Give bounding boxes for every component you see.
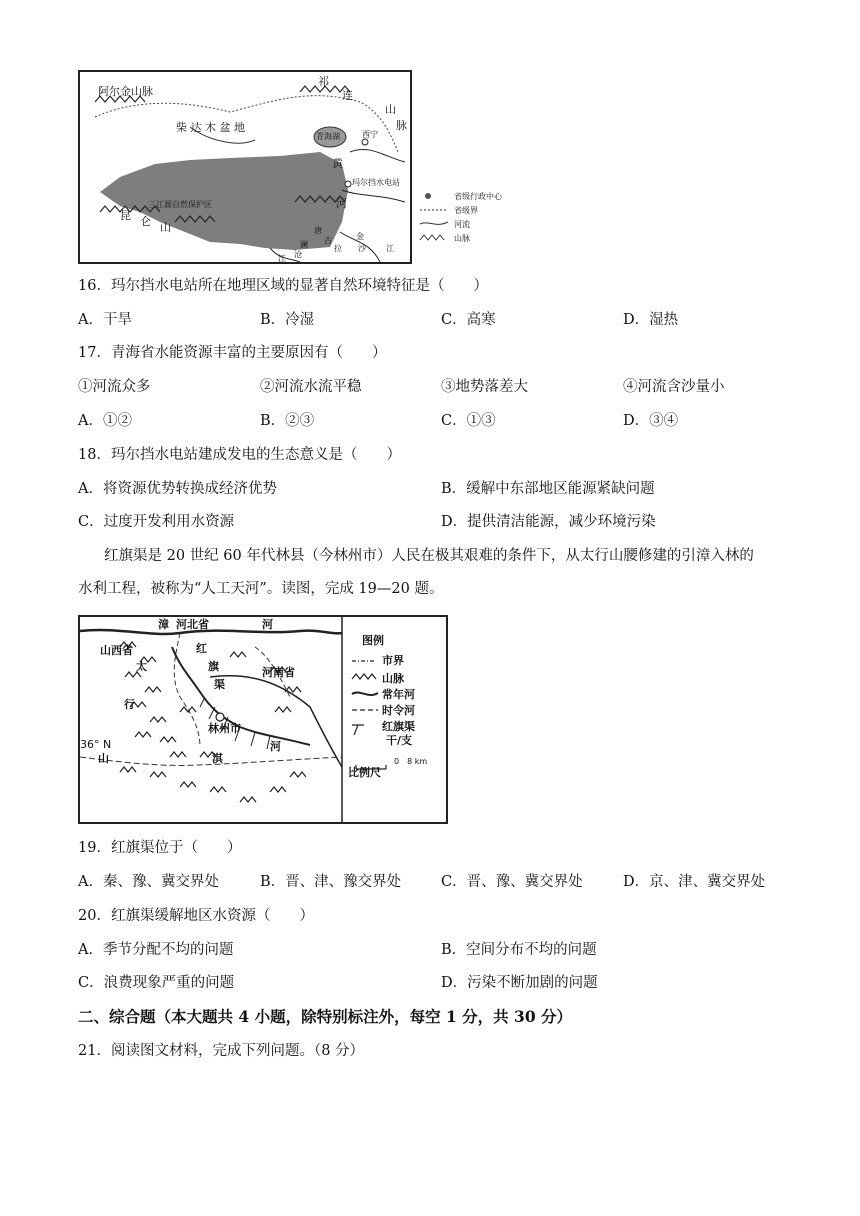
map-label-hebei: 河北省 xyxy=(176,618,209,631)
question-21-stem: 21．阅读图文材料，完成下列问题。（8 分） xyxy=(78,1043,365,1059)
plateau-region xyxy=(100,152,348,250)
legend-symbols xyxy=(352,661,386,769)
question-17-option-d[interactable]: D．③④ xyxy=(623,413,679,429)
map-label-zhang: 漳 xyxy=(158,618,169,631)
legend-item: 省级界 xyxy=(454,206,478,215)
map-label: 太 xyxy=(136,660,147,673)
map-label: 河 xyxy=(262,618,273,631)
map-label: 唐 xyxy=(314,226,322,235)
hongqiqu-map xyxy=(78,615,448,824)
question-19-option-c[interactable]: C．晋、豫、冀交界处 xyxy=(441,874,583,890)
question-18-option-c[interactable]: C．过度开发利用水资源 xyxy=(78,514,235,530)
question-20-option-a[interactable]: A．季节分配不均的问题 xyxy=(78,942,234,958)
legend-item: 干/支 xyxy=(386,734,413,747)
question-19-option-d[interactable]: D．京、津、冀交界处 xyxy=(623,874,766,890)
map-label: 脉 xyxy=(396,119,407,132)
legend-item: 常年河 xyxy=(382,688,415,701)
map-label: 行 xyxy=(124,698,135,711)
qinghai-map xyxy=(78,70,412,264)
map-label: 金 xyxy=(356,232,364,241)
seasonal-river xyxy=(80,757,342,765)
map-label: 拉 xyxy=(334,244,342,253)
map-label: 淇 xyxy=(212,752,223,765)
legend-item: 红旗渠 xyxy=(382,720,415,733)
station-marker xyxy=(345,181,351,187)
question-17-option-b[interactable]: B．②③ xyxy=(260,413,315,429)
map-label: 澜 xyxy=(300,240,308,249)
linzhou-marker xyxy=(216,713,224,721)
city-marker xyxy=(362,139,368,145)
legend-item: 河流 xyxy=(454,220,470,229)
question-20-option-c[interactable]: C．浪费现象严重的问题 xyxy=(78,975,235,991)
qinghai-map-legend xyxy=(418,188,538,258)
map-label: 祁 xyxy=(318,75,329,88)
map-label: 山 xyxy=(98,752,109,765)
map-label-xining: 西宁 xyxy=(362,130,378,139)
map-label-latitude: 36° N xyxy=(80,738,112,751)
legend-item: 山脉 xyxy=(382,672,404,685)
legend-item: 山脉 xyxy=(454,234,470,243)
question-18-option-d[interactable]: D．提供清洁能源，减少环境污染 xyxy=(441,514,656,530)
question-18-option-b[interactable]: B．缓解中东部地区能源紧缺问题 xyxy=(441,481,655,497)
map-label: 红 xyxy=(196,642,207,655)
zhang-river xyxy=(80,630,342,634)
legend-item: 省级行政中心 xyxy=(454,192,502,201)
map-label: 河 xyxy=(270,740,281,753)
map-label-altun: 阿尔金山脉 xyxy=(98,85,153,98)
question-17-stem: 17．青海省水能资源丰富的主要原因有（ ） xyxy=(78,345,387,361)
question-16-option-a[interactable]: A．干旱 xyxy=(78,312,132,328)
map-label-qinghai-lake: 青海湖 xyxy=(316,132,340,141)
map-label: 江 xyxy=(278,254,286,263)
question-18-stem: 18．玛尔挡水电站建成发电的生态意义是（ ） xyxy=(78,447,401,463)
scale-value: 0 8 km xyxy=(394,757,428,766)
map-label: 沧 xyxy=(294,250,302,259)
map-label: 连 xyxy=(342,89,353,102)
map-label: 旗 xyxy=(208,660,219,673)
map-label-sanjiangyuan: 三江源自然保护区 xyxy=(148,200,212,209)
map-label: 昆 xyxy=(120,209,131,222)
legend-title: 图例 xyxy=(362,634,384,647)
map-label: 山 xyxy=(160,221,171,234)
question-17-choice-4: ④河流含沙量小 xyxy=(623,379,725,395)
map-label: 沙 xyxy=(358,244,366,253)
question-18-option-a[interactable]: A．将资源优势转换成经济优势 xyxy=(78,481,277,497)
question-17-choice-3: ③地势落差大 xyxy=(441,379,528,395)
map-label: 渠 xyxy=(214,678,225,691)
map-label-henan: 河南省 xyxy=(262,666,295,679)
question-16-option-b[interactable]: B．冷湿 xyxy=(260,312,315,328)
map-label: 河 xyxy=(336,197,347,210)
legend-item: 时令河 xyxy=(382,704,415,717)
question-20-stem: 20．红旗渠缓解地区水资源（ ） xyxy=(78,908,314,924)
map-label: 山 xyxy=(385,103,396,116)
question-20-option-d[interactable]: D．污染不断加剧的问题 xyxy=(441,975,598,991)
scale-label: 比例尺 xyxy=(348,766,381,779)
question-17-choice-2: ②河流水流平稳 xyxy=(260,379,362,395)
map-label-linzhou: 林州市 xyxy=(208,722,241,735)
passage-line-2: 水利工程，被称为“人工天河”。读图，完成 19—20 题。 xyxy=(78,581,444,597)
question-17-choice-1: ①河流众多 xyxy=(78,379,151,395)
passage-line-1: 红旗渠是 20 世纪 60 年代林县（今林州市）人民在极其艰难的条件下，从太行山腰修建的引漳入林的 xyxy=(104,548,754,564)
map-label-qaidam: 柴 达 木 盆 地 xyxy=(176,121,245,134)
map-label: 古 xyxy=(324,236,332,245)
map-label-maerdang: 玛尔挡水电站 xyxy=(352,178,400,187)
question-20-option-b[interactable]: B．空间分布不均的问题 xyxy=(441,942,597,958)
question-17-option-c[interactable]: C．①③ xyxy=(441,413,496,429)
section-2-title: 二、综合题（本大题共 4 小题，除特别标注外，每空 1 分，共 30 分） xyxy=(78,1007,573,1026)
question-19-stem: 19．红旗渠位于（ ） xyxy=(78,840,242,856)
question-16-stem: 16．玛尔挡水电站所在地理区域的显著自然环境特征是（ ） xyxy=(78,278,488,294)
question-19-option-b[interactable]: B．晋、津、豫交界处 xyxy=(260,874,402,890)
question-16-option-c[interactable]: C．高寒 xyxy=(441,312,496,328)
river-line xyxy=(342,190,405,202)
map-label-shanxi: 山西省 xyxy=(100,644,133,657)
province-border xyxy=(95,96,398,152)
question-17-option-a[interactable]: A．①② xyxy=(78,413,132,429)
map-label: 仑 xyxy=(140,215,151,228)
question-19-option-a[interactable]: A．秦、豫、冀交界处 xyxy=(78,874,219,890)
question-16-option-d[interactable]: D．湿热 xyxy=(623,312,679,328)
map-label: 江 xyxy=(386,244,394,253)
river-line xyxy=(350,149,405,162)
legend-item: 市界 xyxy=(382,654,404,667)
map-label: 黄 xyxy=(332,157,343,170)
